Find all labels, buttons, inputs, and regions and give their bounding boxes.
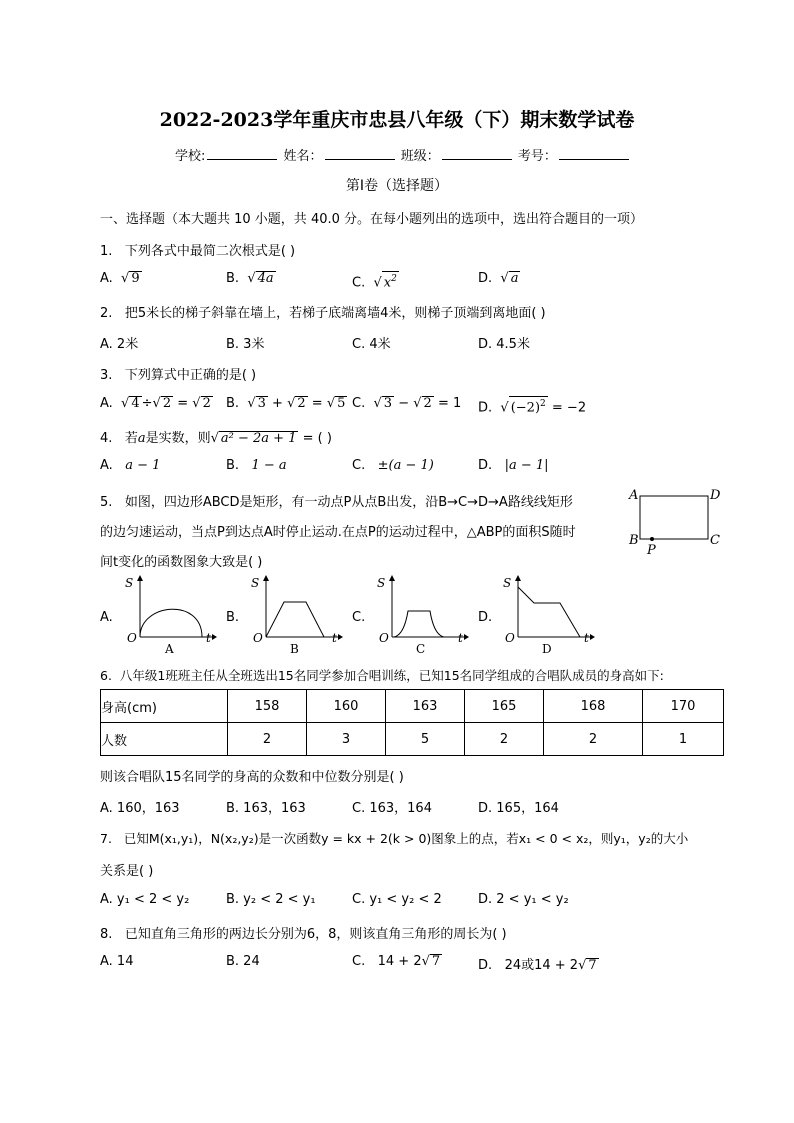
q4-stem-post: = ( ) bbox=[302, 431, 332, 446]
table-cell: 1 bbox=[643, 723, 724, 756]
q2-stem: 把5米长的梯子斜靠在墙上，若梯子底端离墙4米，则梯子顶端到离地面( ) bbox=[124, 306, 546, 321]
school-blank[interactable] bbox=[207, 147, 277, 160]
q1-d-label: D. bbox=[478, 271, 493, 286]
q7-option-d[interactable]: D. 2 < y₁ < y₂ bbox=[478, 892, 569, 907]
table-cell: 168 bbox=[544, 690, 643, 723]
axis-o: O bbox=[505, 631, 515, 645]
q8-option-b[interactable]: B. 24 bbox=[226, 954, 260, 969]
y-arrow bbox=[137, 575, 143, 581]
q4-radicand: a² − 2a + 1 bbox=[220, 431, 297, 446]
q8-d-pre: 24或14 + 2 bbox=[504, 958, 579, 973]
name-blank[interactable] bbox=[325, 147, 395, 160]
q3-d-radicand: (−2) bbox=[510, 400, 541, 416]
q6-stem: 八年级1班班主任从全班选出15名同学参加合唱训练，已知15名同学组成的合唱队成员的身高如下: bbox=[119, 668, 664, 683]
q3-a-eq: = bbox=[177, 396, 189, 411]
q4-c-label: C. bbox=[352, 458, 366, 473]
axis-s: S bbox=[377, 576, 386, 590]
axis-s: S bbox=[125, 576, 134, 590]
axis-t: t bbox=[206, 631, 211, 645]
q8-c-label: C. bbox=[352, 954, 366, 969]
q1-stem: 下列各式中最简二次根式是( ) bbox=[124, 244, 296, 259]
q8-option-d[interactable]: D. 24或14 + 2√ 7 bbox=[478, 958, 597, 973]
q4-c-value: ±(a − 1) bbox=[377, 458, 434, 473]
table-cell: 5 bbox=[386, 723, 465, 756]
table-cell: 165 bbox=[465, 690, 544, 723]
q3-b-label: B. bbox=[226, 396, 240, 411]
examno-label: 考号： bbox=[517, 149, 557, 164]
q7-option-b[interactable]: B. y₂ < 2 < y₁ bbox=[226, 892, 316, 907]
q4-b-value: 1 − a bbox=[251, 458, 287, 473]
x-arrow bbox=[590, 634, 595, 640]
q8-option-a[interactable]: A. 14 bbox=[100, 954, 134, 969]
q1-b-radicand: 4a bbox=[257, 271, 274, 286]
q3-number: 3. bbox=[100, 368, 113, 383]
caption-a: A bbox=[165, 642, 174, 655]
q1-b-label: B. bbox=[226, 271, 240, 286]
point-p-dot bbox=[650, 537, 654, 541]
q5-option-b[interactable]: B. bbox=[226, 610, 240, 625]
axis-t: t bbox=[332, 631, 337, 645]
question-4: 4. 若a是实数，则√ a² − 2a + 1 = ( ) bbox=[100, 431, 332, 446]
question-1 bbox=[100, 240, 295, 259]
q3-a-r1: 4 bbox=[131, 396, 140, 411]
table-cell: 3 bbox=[307, 723, 386, 756]
q5-number: 5. bbox=[100, 495, 113, 510]
curve-a bbox=[140, 609, 202, 637]
q3-b-r3: 5 bbox=[337, 396, 346, 411]
axis-o: O bbox=[127, 631, 137, 645]
student-info-line bbox=[175, 145, 631, 164]
caption-d: D bbox=[542, 642, 552, 655]
q5-option-c[interactable]: C. bbox=[352, 610, 366, 625]
q4-var: a bbox=[137, 431, 146, 446]
question-5-line1 bbox=[100, 491, 573, 510]
x-arrow bbox=[464, 634, 469, 640]
q4-option-b[interactable] bbox=[226, 458, 287, 473]
q6-option-d[interactable]: D. 165，164 bbox=[478, 801, 559, 816]
q8-c-pre: 14 + 2 bbox=[377, 954, 422, 969]
axis-t: t bbox=[458, 631, 463, 645]
q6-option-c[interactable]: C. 163，164 bbox=[352, 801, 432, 816]
q3-a-r3: 2 bbox=[202, 396, 211, 411]
y-arrow bbox=[263, 575, 269, 581]
q3-b-eq: = bbox=[311, 396, 323, 411]
table-cell: 2 bbox=[228, 723, 307, 756]
q3-c-r2: 2 bbox=[423, 396, 432, 411]
q5-graph-b bbox=[246, 575, 346, 655]
table-row-height bbox=[101, 690, 724, 723]
q1-number: 1. bbox=[100, 244, 113, 259]
table-cell: 2 bbox=[544, 723, 643, 756]
q6-option-a[interactable]: A. 160，163 bbox=[100, 801, 180, 816]
examno-blank[interactable] bbox=[559, 147, 629, 160]
y-arrow bbox=[389, 575, 395, 581]
q3-b-op: + bbox=[272, 396, 283, 411]
q1-option-c[interactable]: C. √ $x^2$ bbox=[352, 271, 399, 290]
q1-option-a[interactable]: A. √ 9 bbox=[100, 271, 140, 286]
rectangle-abcd bbox=[640, 496, 708, 539]
school-label: 学校: bbox=[175, 149, 206, 164]
curve-d bbox=[518, 587, 580, 637]
label-a: A bbox=[629, 488, 639, 503]
q3-a-label: A. bbox=[100, 396, 113, 411]
table-header-height: 身高(cm) bbox=[101, 690, 228, 723]
q6-option-b[interactable]: B. 163，163 bbox=[226, 801, 306, 816]
curve-c bbox=[394, 611, 444, 637]
q3-b-r2: 2 bbox=[297, 396, 306, 411]
class-blank[interactable] bbox=[442, 147, 512, 160]
q3-d-eq: = −2 bbox=[551, 400, 587, 416]
q3-d-label: D. bbox=[478, 400, 493, 416]
question-7 bbox=[100, 829, 688, 847]
height-table bbox=[100, 689, 724, 756]
label-d: D bbox=[710, 488, 721, 503]
q8-stem: 已知直角三角形的两边长分别为6，8，则该直角三角形的周长为( ) bbox=[124, 927, 507, 942]
q7-stem-line2: 关系是( ) bbox=[100, 864, 154, 879]
q4-a-value: a − 1 bbox=[125, 458, 161, 473]
question-3 bbox=[100, 364, 256, 383]
q6-number: 6. bbox=[100, 668, 112, 683]
axis-o: O bbox=[379, 631, 389, 645]
volume-heading: 第I卷（选择题） bbox=[345, 178, 449, 194]
table-cell: 163 bbox=[386, 690, 465, 723]
table-cell: 160 bbox=[307, 690, 386, 723]
x-arrow bbox=[338, 634, 343, 640]
caption-b: B bbox=[290, 642, 299, 655]
q5-graph-a bbox=[120, 575, 220, 655]
label-c: C bbox=[710, 533, 720, 548]
q4-option-d[interactable] bbox=[478, 458, 549, 473]
y-arrow bbox=[515, 575, 521, 581]
q4-stem-pre: 若 bbox=[124, 431, 138, 446]
q2-option-c[interactable]: C. 4米 bbox=[352, 337, 391, 352]
q3-b-r1: 3 bbox=[257, 396, 266, 411]
q3-c-eq: = 1 bbox=[437, 396, 462, 411]
q5-graph-d bbox=[498, 575, 598, 655]
q1-d-radicand: a bbox=[510, 271, 519, 286]
table-cell: 2 bbox=[465, 723, 544, 756]
class-label: 班级： bbox=[400, 149, 440, 164]
x-arrow bbox=[212, 634, 217, 640]
question-5-line3: 间t变化的函数图象大致是( ) bbox=[100, 555, 263, 570]
q8-d-label: D. bbox=[478, 958, 493, 973]
section-heading: 一、选择题（本大题共 10 小题，共 40.0 分。在每小题列出的选项中，选出符合题目的一项） bbox=[100, 212, 644, 227]
q5-stem-line1: 如图，四边形ABCD是矩形，有一动点P从点B出发，沿B→C→D→A路线线矩形 bbox=[124, 495, 573, 510]
q3-a-r2: 2 bbox=[162, 396, 172, 411]
question-2 bbox=[100, 302, 546, 321]
q3-c-r1: 3 bbox=[383, 396, 393, 411]
q3-stem: 下列算式中正确的是( ) bbox=[124, 368, 257, 383]
q5-option-a[interactable]: A. bbox=[100, 610, 113, 625]
q4-option-a[interactable] bbox=[100, 458, 160, 473]
q3-option-c[interactable]: C. √ 3 − √ 2 = 1 bbox=[352, 396, 462, 411]
q3-option-a[interactable]: A. √ 4 ÷√ 2 = √ 2 bbox=[100, 396, 211, 411]
q4-stem-mid: 是实数，则 bbox=[145, 431, 211, 446]
name-label: 姓名： bbox=[283, 149, 323, 164]
question-8 bbox=[100, 923, 507, 942]
q5-rectangle-figure bbox=[626, 484, 726, 556]
q2-option-d[interactable]: D. 4.5米 bbox=[478, 337, 530, 352]
q1-c-radicand: x bbox=[383, 275, 392, 291]
q4-option-c[interactable] bbox=[352, 458, 434, 473]
q7-number: 7. bbox=[100, 831, 112, 846]
q4-b-label: B. bbox=[226, 458, 240, 473]
q3-c-label: C. bbox=[352, 396, 366, 411]
axis-s: S bbox=[503, 576, 512, 590]
curve-b bbox=[266, 602, 324, 637]
q4-d-value: |a − 1| bbox=[504, 458, 549, 473]
q1-a-label: A. bbox=[100, 271, 113, 286]
q2-number: 2. bbox=[100, 306, 113, 321]
q4-d-label: D. bbox=[478, 458, 493, 473]
q8-option-c[interactable]: C. 14 + 2√ 7 bbox=[352, 954, 441, 969]
q8-d-radicand: 7 bbox=[588, 958, 597, 973]
page-title: 2022-2023学年重庆市忠县八年级（下）期末数学试卷 bbox=[159, 109, 635, 131]
q3-option-d[interactable]: D. √ $(-2)^2 = -2$ bbox=[478, 396, 586, 415]
q2-option-b[interactable]: B. 3米 bbox=[226, 337, 265, 352]
q3-a-op: ÷ bbox=[141, 396, 153, 411]
question-5-line2: 的边匀速运动，当点P到达点A时停止运动.在点P的运动过程中，△ABP的面积S随时 bbox=[100, 525, 576, 540]
q8-c-radicand: 7 bbox=[431, 954, 441, 969]
q4-a-label: A. bbox=[100, 458, 113, 473]
q1-option-b[interactable]: B. √ 4a bbox=[226, 271, 274, 286]
q5-option-d[interactable]: D. bbox=[478, 610, 493, 625]
question-6 bbox=[100, 666, 664, 684]
table-header-count: 人数 bbox=[101, 723, 228, 756]
axis-t: t bbox=[584, 631, 589, 645]
q3-d-exponent: 2 bbox=[540, 399, 546, 409]
q6-after-text: 则该合唱队15名同学的身高的众数和中位数分别是( ) bbox=[100, 770, 404, 785]
label-p: P bbox=[647, 543, 656, 556]
q1-c-exponent: 2 bbox=[391, 274, 397, 284]
q8-number: 8. bbox=[100, 927, 113, 942]
q5-graph-c bbox=[372, 575, 472, 655]
table-cell: 158 bbox=[228, 690, 307, 723]
axis-o: O bbox=[253, 631, 263, 645]
q4-number: 4. bbox=[100, 431, 113, 446]
q2-option-a[interactable]: A. 2米 bbox=[100, 337, 139, 352]
q1-c-label: C. bbox=[352, 275, 366, 291]
table-cell: 170 bbox=[643, 690, 724, 723]
q7-option-c[interactable]: C. y₁ < y₂ < 2 bbox=[352, 892, 442, 907]
q1-a-radicand: 9 bbox=[131, 271, 140, 286]
q3-c-op: − bbox=[398, 396, 410, 411]
q3-option-b[interactable]: B. √ 3 + √ 2 = √ 5 bbox=[226, 396, 346, 411]
label-b: B bbox=[629, 533, 639, 548]
caption-c: C bbox=[416, 642, 426, 655]
q1-option-d[interactable]: D. √ a bbox=[478, 271, 519, 286]
table-row-count bbox=[101, 723, 724, 756]
q7-option-a[interactable]: A. y₁ < 2 < y₂ bbox=[100, 892, 190, 907]
axis-s: S bbox=[251, 576, 260, 590]
q7-stem: 已知M(x₁,y₁)，N(x₂,y₂)是一次函数y = kx + 2(k > 0)图象上的点，若x₁ < 0 < x₂，则y₁，y₂的大小 bbox=[123, 831, 689, 846]
